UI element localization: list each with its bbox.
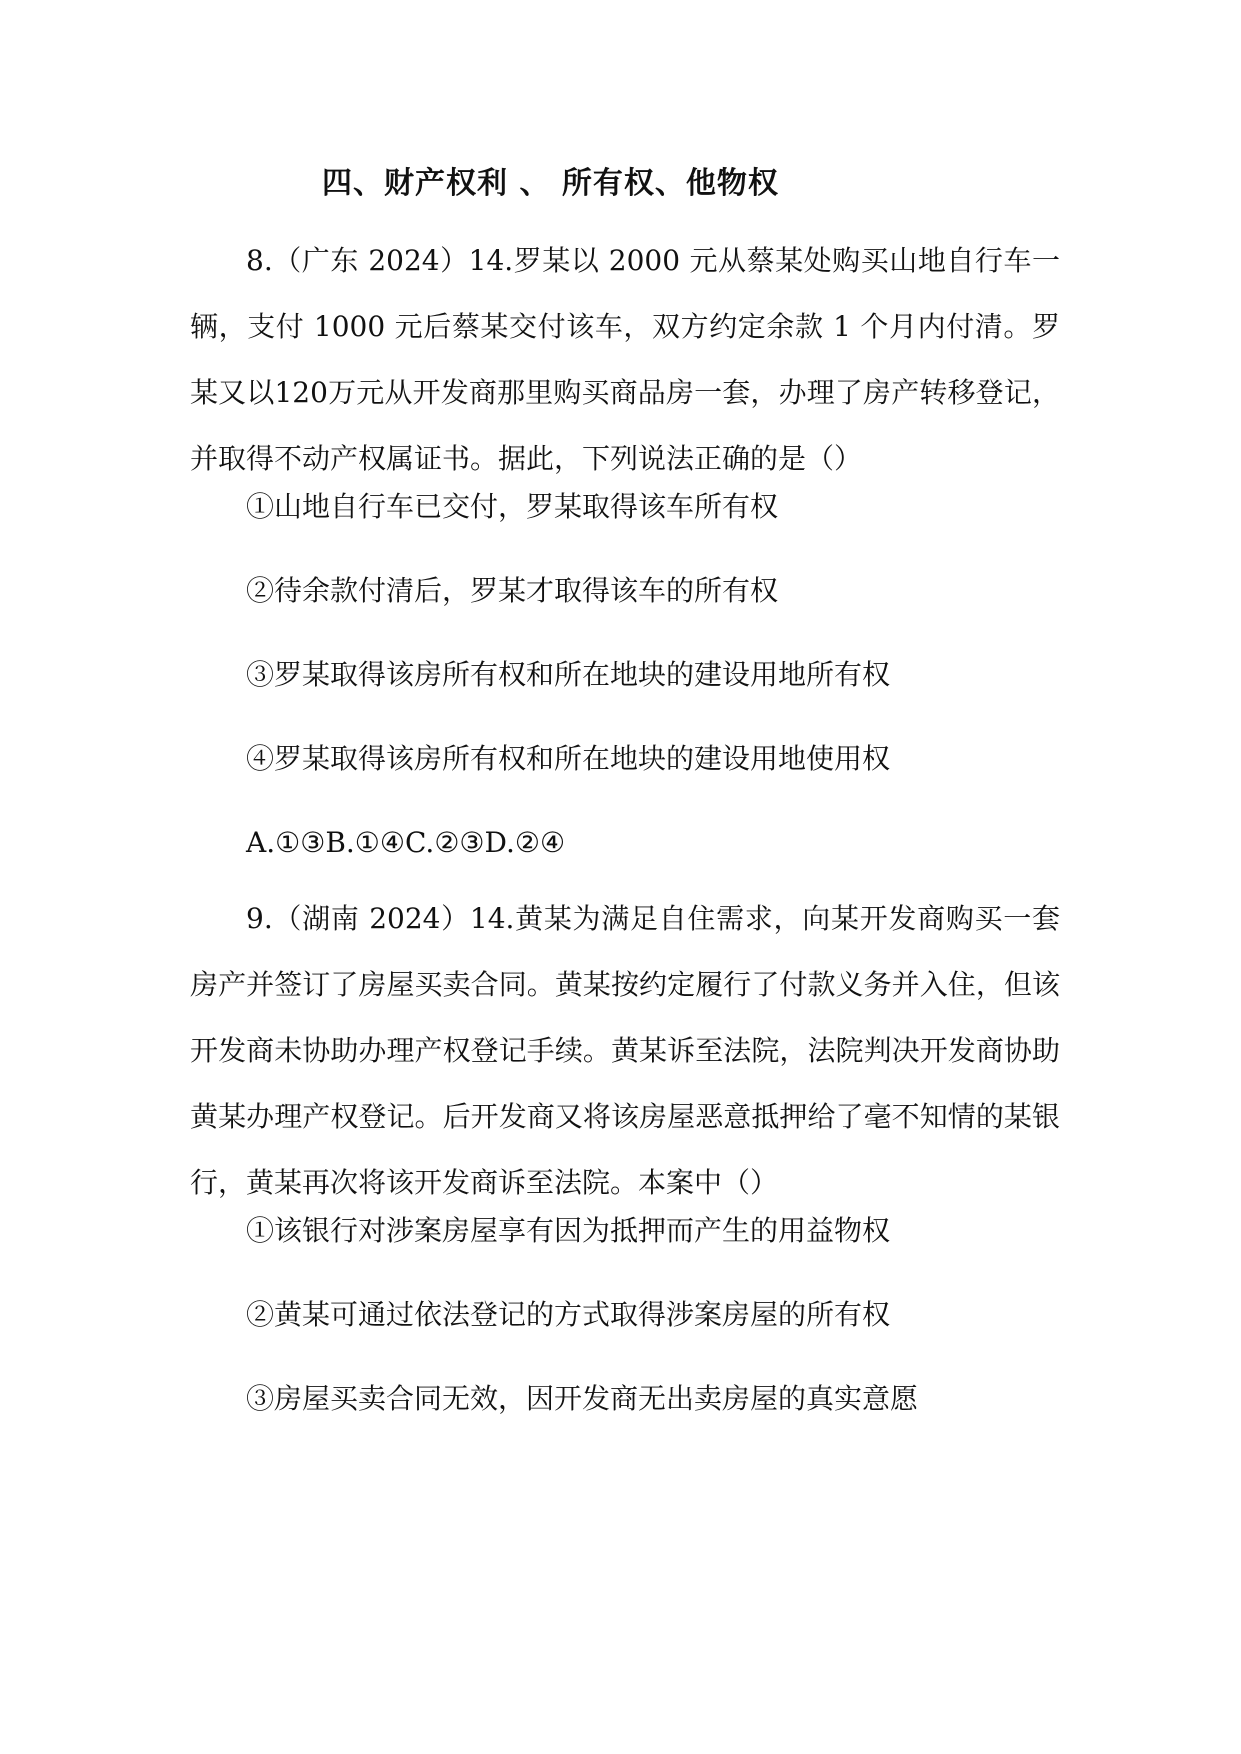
question-8-option-2: ②待余款付清后，罗某才取得该车的所有权	[246, 574, 779, 607]
question-8-option-4: ④罗某取得该房所有权和所在地块的建设用地使用权	[246, 742, 891, 775]
question-8-answer-choices: A.①③B.①④C.②③D.②④	[246, 826, 566, 859]
question-8-option-1: ①山地自行车已交付，罗某取得该车所有权	[246, 490, 779, 523]
question-9-stem: 9.（湖南 2024）14.黄某为满足自住需求，向某开发商购买一套房产并签订了房屋买卖合同。黄某按约定履行了付款义务并入住，但该开发商未协助办理产权登记手续。黄某诉至法院，法院判决开发商协助黄某办理产权登记。后开发商又将该房屋恶意抵押给了毫不知情的某银行，黄某再次将该开发商诉至法院。本案中（）	[190, 902, 1060, 1199]
question-9-option-2: ②黄某可通过依法登记的方式取得涉案房屋的所有权	[246, 1298, 891, 1331]
question-9-option-1: ①该银行对涉案房屋享有因为抵押而产生的用益物权	[246, 1214, 891, 1247]
section-title: 四、财产权利 、 所有权、他物权	[322, 166, 779, 201]
question-9-option-3: ③房屋买卖合同无效，因开发商无出卖房屋的真实意愿	[246, 1382, 919, 1415]
question-8-stem: 8.（广东 2024）14.罗某以 2000 元从蔡某处购买山地自行车一辆，支付 1000 元后蔡某交付该车，双方约定余款 1 个月内付清。罗某又以120万元从开发商那里购买商品房一套，办理了房产转移登记，并取得不动产权属证书。据此，下列说法正确的是（）	[190, 244, 1060, 475]
question-8-option-3: ③罗某取得该房所有权和所在地块的建设用地所有权	[246, 658, 891, 691]
